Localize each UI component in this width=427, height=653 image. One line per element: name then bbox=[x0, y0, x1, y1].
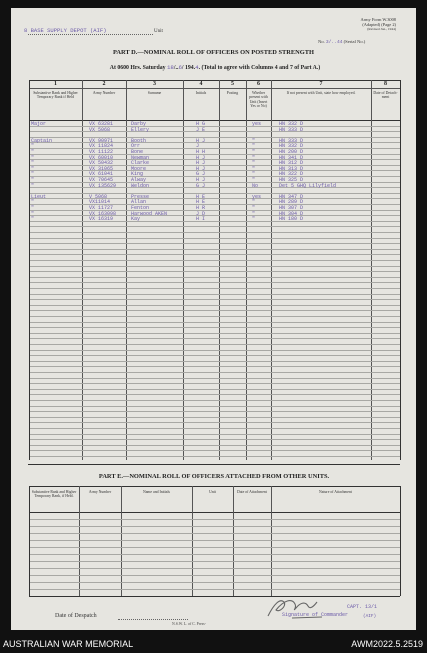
ruled-row-line bbox=[30, 411, 400, 412]
ruled-row-line bbox=[30, 575, 400, 576]
printer-imprint: N.S.W. L. of C. Press- bbox=[172, 622, 206, 626]
rank-cell: " bbox=[31, 154, 35, 161]
ruled-row-line bbox=[30, 249, 400, 250]
rank-cell: Captain bbox=[31, 137, 53, 144]
archive-caption-bar bbox=[0, 637, 427, 653]
present-cell: " bbox=[252, 205, 256, 211]
ruled-row-line bbox=[30, 355, 400, 356]
employment-cell: HN 333 D bbox=[279, 137, 304, 144]
ruled-row-line bbox=[30, 327, 400, 328]
column-number: 7 bbox=[319, 81, 323, 87]
form-reference bbox=[318, 17, 396, 33]
signature-unit: (AIF) bbox=[363, 614, 377, 619]
ruled-row-line bbox=[30, 142, 400, 143]
ruled-row-line bbox=[30, 198, 400, 199]
ruled-row-line bbox=[30, 316, 400, 317]
signature-caption: Signature of Commander bbox=[282, 612, 349, 618]
initials-cell: H E bbox=[196, 193, 206, 200]
column-divider bbox=[400, 80, 401, 460]
employment-cell: HN 312 D bbox=[279, 160, 304, 167]
ruled-row-line bbox=[30, 344, 400, 345]
present-cell: " bbox=[252, 199, 256, 206]
surname-cell: Weldon bbox=[131, 182, 150, 189]
ruled-row-line bbox=[30, 533, 400, 534]
ruled-row-line bbox=[30, 310, 400, 311]
employment-cell: HN 325 D bbox=[279, 177, 304, 183]
ruled-row-line bbox=[30, 215, 400, 216]
column-number: 4 bbox=[199, 81, 203, 87]
surname-cell: Kay bbox=[131, 216, 141, 223]
ruled-row-line bbox=[30, 333, 400, 334]
initials-cell: H J bbox=[196, 154, 206, 161]
initials-cell: H I bbox=[196, 216, 206, 223]
serial-value: 3/..44 bbox=[325, 40, 343, 45]
employment-cell: HN 333 D bbox=[279, 126, 304, 133]
present-cell: " bbox=[252, 149, 256, 155]
surname-cell: Orr bbox=[131, 143, 141, 150]
ruled-row-line bbox=[30, 406, 400, 407]
rank-cell: " bbox=[31, 165, 35, 172]
ruled-row-line bbox=[30, 148, 400, 149]
army-number-cell: VX 61041 bbox=[89, 171, 114, 178]
initials-cell: H J bbox=[196, 165, 206, 172]
ruled-row-line bbox=[30, 434, 400, 435]
ruled-row-line bbox=[30, 288, 400, 289]
present-cell: " bbox=[252, 137, 256, 144]
army-number-cell: VX 16319 bbox=[89, 216, 114, 223]
column-header: Substantive Rank and Higher Temporary Rank if Held bbox=[33, 91, 78, 100]
rank-cell: " bbox=[31, 205, 35, 211]
army-number-cell: VX 60010 bbox=[89, 154, 114, 161]
column-divider bbox=[192, 486, 193, 596]
ruled-row-line bbox=[30, 238, 400, 239]
present-cell: yes bbox=[252, 121, 262, 127]
ruled-row-line bbox=[30, 176, 400, 177]
initials-cell: H G bbox=[196, 121, 206, 127]
employment-cell: Det 5 GHQ Lilyfield bbox=[279, 182, 337, 189]
ruled-row-line bbox=[30, 254, 400, 255]
part-e-divider bbox=[28, 464, 400, 465]
ruled-row-line bbox=[30, 204, 400, 205]
year-digit: 4 bbox=[195, 64, 199, 71]
initials-cell: H J bbox=[196, 160, 206, 167]
signature bbox=[262, 594, 342, 624]
initials-cell: H J bbox=[196, 177, 206, 183]
army-number-cell: VX 31065 bbox=[89, 165, 114, 172]
ruled-row-line bbox=[30, 394, 400, 395]
serial-label: (Serial No.) bbox=[343, 39, 366, 44]
unit-label: Unit bbox=[154, 29, 163, 34]
header-bottom-border bbox=[29, 512, 400, 513]
present-cell: yes bbox=[252, 193, 262, 200]
surname-cell: Darby bbox=[131, 121, 147, 127]
army-number-cell: VX 135629 bbox=[89, 182, 117, 189]
employment-cell: HN 200 D bbox=[279, 149, 304, 155]
rank-cell: " bbox=[31, 216, 35, 223]
rank-cell: " bbox=[31, 210, 35, 217]
ruled-row-line bbox=[30, 187, 400, 188]
form-line: (Revised Jan., 1944) bbox=[367, 27, 396, 32]
initials-cell: H J bbox=[196, 137, 206, 144]
surname-cell: Newman bbox=[131, 154, 150, 161]
date-day: 18 bbox=[166, 64, 174, 71]
ruled-row-line bbox=[30, 428, 400, 429]
ruled-row-line bbox=[30, 389, 400, 390]
despatch-underline bbox=[118, 619, 188, 620]
ruled-row-line bbox=[30, 439, 400, 440]
ruled-row-line bbox=[30, 568, 400, 569]
part-d-title: PART D.—NOMINAL ROLL OF OFFICERS ON POSTED STRENGTH bbox=[113, 49, 314, 56]
column-header: Nature of Attachment bbox=[319, 490, 352, 494]
surname-cell: Presse bbox=[131, 193, 150, 200]
rank-cell: " bbox=[31, 177, 35, 183]
surname-cell: Harwood AKEN bbox=[131, 210, 168, 217]
rank-cell: " bbox=[31, 182, 35, 189]
time-suffix: (Total to agree with Columns 4 and 7 of Part A.) bbox=[201, 65, 321, 71]
employment-cell: HN 322 D bbox=[279, 171, 304, 178]
employment-cell: HN 347 D bbox=[279, 193, 304, 200]
column-header: Posting bbox=[226, 91, 239, 95]
surname-cell: Clarke bbox=[131, 160, 150, 167]
ruled-row-line bbox=[30, 260, 400, 261]
column-number: 6 bbox=[257, 81, 260, 87]
army-number-cell: V 5068 bbox=[89, 193, 108, 200]
initials-cell: J E bbox=[196, 126, 206, 133]
ruled-row-line bbox=[30, 422, 400, 423]
ruled-row-line bbox=[30, 299, 400, 300]
ruled-row-line bbox=[30, 271, 400, 272]
surname-cell: Moore bbox=[131, 165, 147, 172]
serial-prefix: No. bbox=[318, 39, 325, 44]
column-header: Surname bbox=[147, 91, 162, 95]
column-number: 8 bbox=[384, 81, 387, 87]
rank-cell: Major bbox=[31, 121, 47, 127]
archive-name: AUSTRALIAN WAR MEMORIAL bbox=[3, 639, 134, 649]
ruled-row-line bbox=[30, 456, 400, 457]
ruled-row-line bbox=[30, 159, 400, 160]
column-number: 2 bbox=[102, 81, 106, 87]
ruled-row-line bbox=[30, 232, 400, 233]
army-number-cell: VX 50432 bbox=[89, 160, 114, 167]
employment-cell: HN 341 D bbox=[279, 154, 304, 161]
army-number-cell: VX 163098 bbox=[89, 210, 117, 217]
ruled-row-line bbox=[30, 450, 400, 451]
ruled-row-line bbox=[30, 554, 400, 555]
present-cell: " bbox=[252, 171, 256, 178]
column-divider bbox=[79, 486, 80, 596]
archive-reference: AWM2022.5.2519 bbox=[351, 639, 423, 649]
column-header: Initials bbox=[195, 91, 207, 95]
initials-cell: G J bbox=[196, 182, 206, 189]
ruled-row-line bbox=[30, 137, 400, 138]
ruled-row-line bbox=[30, 561, 400, 562]
surname-cell: Alway bbox=[131, 177, 147, 183]
rank-cell: " bbox=[31, 149, 35, 155]
ruled-row-line bbox=[30, 154, 400, 155]
column-header: Date of Detach-ment bbox=[373, 91, 398, 100]
army-number-cell: VX 11824 bbox=[89, 143, 114, 150]
column-header: Army Number bbox=[92, 91, 116, 95]
initials-cell: G J bbox=[196, 171, 206, 178]
column-number: 5 bbox=[231, 81, 234, 87]
column-divider bbox=[29, 486, 30, 596]
column-header: If not present with Unit, state how employed. bbox=[286, 91, 356, 95]
column-header: Name and Initials bbox=[143, 490, 170, 494]
army-number-cell: VX 11727 bbox=[89, 205, 114, 211]
surname-cell: Booth bbox=[131, 137, 147, 144]
employment-cell: HN 313 D bbox=[279, 165, 304, 172]
ruled-row-line bbox=[30, 193, 400, 194]
table-top-border bbox=[29, 486, 400, 487]
initials-cell: J D bbox=[196, 210, 206, 217]
ruled-row-line bbox=[30, 221, 400, 222]
date-month: 6 bbox=[178, 64, 182, 71]
ruled-row-line bbox=[30, 417, 400, 418]
army-number-cell: VX 63281 bbox=[89, 121, 114, 127]
serial-number bbox=[318, 39, 400, 45]
ruled-row-line bbox=[30, 126, 400, 127]
army-number-cell: VX 11122 bbox=[89, 149, 114, 155]
ruled-row-line bbox=[30, 445, 400, 446]
header-bottom-border bbox=[29, 120, 400, 121]
surname-cell: Ellery bbox=[131, 126, 150, 133]
present-cell: No bbox=[252, 182, 259, 189]
year-prefix: 194 bbox=[184, 65, 194, 71]
employment-cell: HN 332 D bbox=[279, 143, 304, 150]
present-cell: " bbox=[252, 154, 256, 161]
rank-cell: " bbox=[31, 171, 35, 178]
ruled-row-line bbox=[30, 547, 400, 548]
column-number: 1 bbox=[54, 81, 57, 87]
ruled-row-line bbox=[30, 226, 400, 227]
rank-cell: " bbox=[31, 160, 35, 167]
ruled-row-line bbox=[30, 540, 400, 541]
army-number-cell: VX 5068 bbox=[89, 126, 111, 133]
present-cell: " bbox=[252, 160, 256, 167]
initials-cell: H R bbox=[196, 205, 206, 211]
ruled-row-line bbox=[30, 266, 400, 267]
ruled-row-line bbox=[30, 378, 400, 379]
form-line: Army Form W.3008 bbox=[360, 17, 396, 22]
surname-cell: Allan bbox=[131, 199, 147, 206]
ruled-row-line bbox=[30, 131, 400, 132]
army-number-cell: VX 90971 bbox=[89, 137, 114, 144]
ruled-row-line bbox=[30, 165, 400, 166]
column-number-rule bbox=[29, 88, 400, 89]
rank-cell: Lieut bbox=[31, 193, 47, 200]
column-header: Date of Attachment bbox=[237, 490, 267, 494]
surname-cell: Fenton bbox=[131, 205, 150, 211]
ruled-row-line bbox=[30, 400, 400, 401]
column-divider bbox=[121, 486, 122, 596]
rank-cell: " bbox=[31, 143, 35, 150]
ruled-row-line bbox=[30, 582, 400, 583]
ruled-row-line bbox=[30, 338, 400, 339]
column-header: Substantive Rank and Higher Temporary Rank, if Held. bbox=[31, 490, 77, 499]
employment-cell: HN 289 D bbox=[279, 199, 304, 206]
unit-underline bbox=[28, 34, 153, 35]
employment-cell: HN 307 D bbox=[279, 205, 304, 211]
present-cell: " bbox=[252, 143, 256, 150]
ruled-row-line bbox=[30, 210, 400, 211]
signature-rank: CAPT. 13/1 bbox=[347, 604, 378, 610]
ruled-row-line bbox=[30, 277, 400, 278]
present-cell: " bbox=[252, 165, 256, 172]
employment-cell: HN 180 D bbox=[279, 216, 304, 223]
ruled-row-line bbox=[30, 294, 400, 295]
census-date-line: At 0600 Hrs. Saturday 18/..6/ 194.4. (Total to agree with Columns 4 and 7 of Part A.) bbox=[109, 64, 321, 71]
ruled-row-line bbox=[30, 182, 400, 183]
ruled-row-line bbox=[30, 350, 400, 351]
initials-cell: J bbox=[196, 143, 200, 150]
column-number: 3 bbox=[153, 81, 156, 87]
ruled-row-line bbox=[30, 243, 400, 244]
surname-cell: Bone bbox=[131, 149, 144, 155]
present-cell: " bbox=[252, 216, 256, 223]
column-divider bbox=[233, 486, 234, 596]
ruled-row-line bbox=[30, 361, 400, 362]
ruled-row-line bbox=[30, 589, 400, 590]
column-header: Army Number bbox=[88, 490, 112, 494]
form-sheet bbox=[11, 8, 416, 630]
army-number-cell: VX 70645 bbox=[89, 177, 114, 183]
table-bottom-border bbox=[29, 596, 400, 597]
army-number-cell: VX11014 bbox=[89, 199, 111, 206]
ruled-row-line bbox=[30, 366, 400, 367]
employment-cell: HN 304 D bbox=[279, 210, 304, 217]
ruled-row-line bbox=[30, 305, 400, 306]
time-prefix: At 0600 Hrs. Saturday bbox=[109, 65, 166, 71]
form-line: (Adapted) (Page 2) bbox=[362, 22, 396, 28]
rank-cell: " bbox=[31, 199, 35, 206]
despatch-label: Date of Despatch bbox=[55, 613, 97, 619]
ruled-row-line bbox=[30, 526, 400, 527]
present-cell: " bbox=[252, 210, 256, 217]
ruled-row-line bbox=[30, 372, 400, 373]
column-divider bbox=[271, 486, 272, 596]
employment-cell: HN 332 D bbox=[279, 121, 304, 127]
part-e-title: PART E.—NOMINAL ROLL OF OFFICERS ATTACHED FROM OTHER UNITS. bbox=[98, 473, 330, 480]
present-cell: " bbox=[252, 177, 256, 183]
unit-name: 8 BASE SUPPLY DEPOT (AIF) bbox=[24, 27, 107, 34]
ruled-row-line bbox=[30, 170, 400, 171]
ruled-row-line bbox=[30, 322, 400, 323]
surname-cell: King bbox=[131, 171, 144, 178]
ruled-row-line bbox=[30, 383, 400, 384]
initials-cell: H E bbox=[196, 199, 206, 206]
column-divider bbox=[400, 486, 401, 596]
ruled-row-line bbox=[30, 282, 400, 283]
initials-cell: H H bbox=[196, 149, 206, 155]
column-header: Unit bbox=[209, 490, 216, 494]
ruled-row-line bbox=[30, 519, 400, 520]
column-header: Whether present with Unit (Insert Yes or No) bbox=[249, 91, 268, 109]
